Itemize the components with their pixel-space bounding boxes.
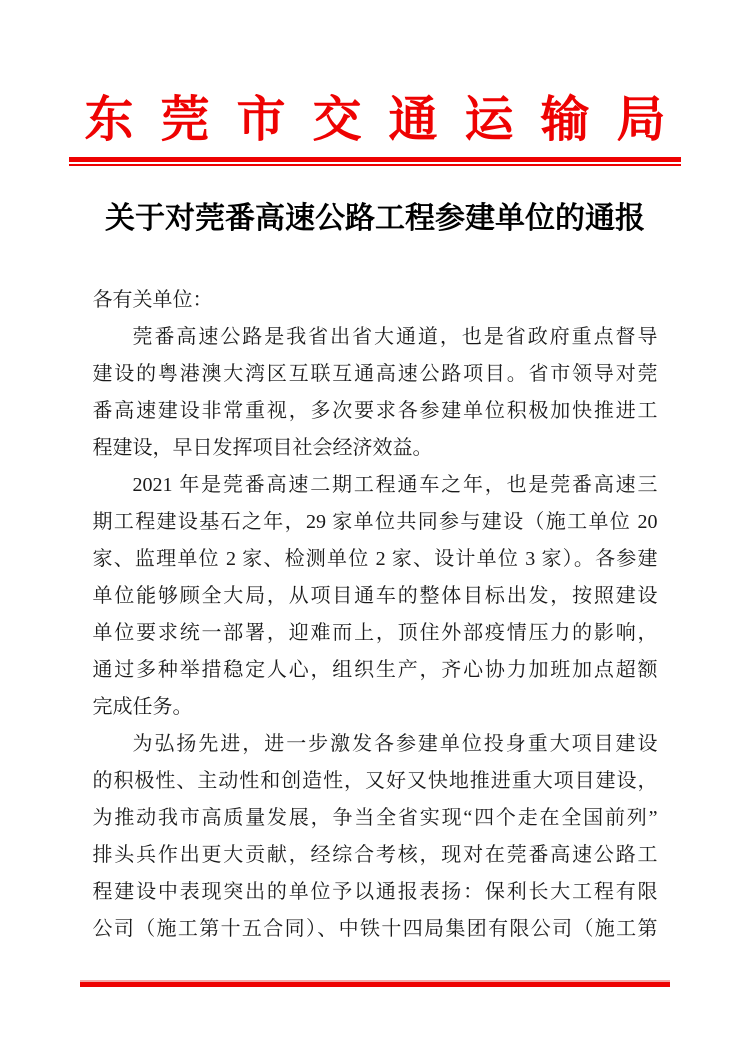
body-line: 的积极性、主动性和创造性，又好又快地推进重大项目建设， bbox=[92, 769, 658, 792]
body-line: 程建设中表现突出的单位予以通报表扬：保利长大工程有限 bbox=[92, 880, 658, 903]
body-line: 通过多种举措稳定人心，组织生产，齐心协力加班加点超额 bbox=[92, 658, 658, 681]
body-line: 为弘扬先进，进一步激发各参建单位投身重大项目建设 bbox=[132, 732, 658, 755]
body-line: 为推动我市高质量发展，争当全省实现“四个走在全国前列” bbox=[92, 806, 658, 829]
body-line: 单位能够顾全大局，从项目通车的整体目标出发，按照建设 bbox=[92, 584, 658, 607]
body-line: 番高速建设非常重视，多次要求各参建单位积极加快推进工 bbox=[92, 399, 658, 422]
letterhead-rule bbox=[69, 157, 681, 166]
document-title: 关于对莞番高速公路工程参建单位的通报 bbox=[105, 201, 645, 235]
body-line: 家、监理单位 2 家、检测单位 2 家、设计单位 3 家）。各参建 bbox=[92, 547, 658, 570]
body-line: 公司（施工第十五合同）、中铁十四局集团有限公司（施工第 bbox=[92, 917, 658, 940]
document-body bbox=[93, 282, 658, 948]
footer-rule bbox=[80, 980, 670, 987]
body-line: 期工程建设基石之年，29 家单位共同参与建设（施工单位 20 bbox=[92, 510, 658, 533]
footer-rule-thick bbox=[80, 982, 670, 987]
body-line: 单位要求统一部署，迎难而上，顶住外部疫情压力的影响， bbox=[92, 621, 658, 644]
body-line: 建设的粤港澳大湾区互联互通高速公路项目。省市领导对莞 bbox=[92, 362, 658, 385]
letterhead-rule-thin bbox=[69, 164, 681, 166]
body-line: 完成任务。 bbox=[92, 695, 193, 718]
body-line: 程建设，早日发挥项目社会经济效益。 bbox=[92, 436, 433, 459]
letterhead-org-name: 东莞市交通运输局 bbox=[84, 92, 693, 147]
body-line: 莞番高速公路是我省出省大通道，也是省政府重点督导 bbox=[132, 325, 658, 348]
body-line: 各有关单位： bbox=[92, 288, 213, 311]
body-line: 2021 年是莞番高速二期工程通车之年，也是莞番高速三 bbox=[132, 473, 658, 496]
body-line: 排头兵作出更大贡献，经综合考核，现对在莞番高速公路工 bbox=[92, 843, 658, 866]
